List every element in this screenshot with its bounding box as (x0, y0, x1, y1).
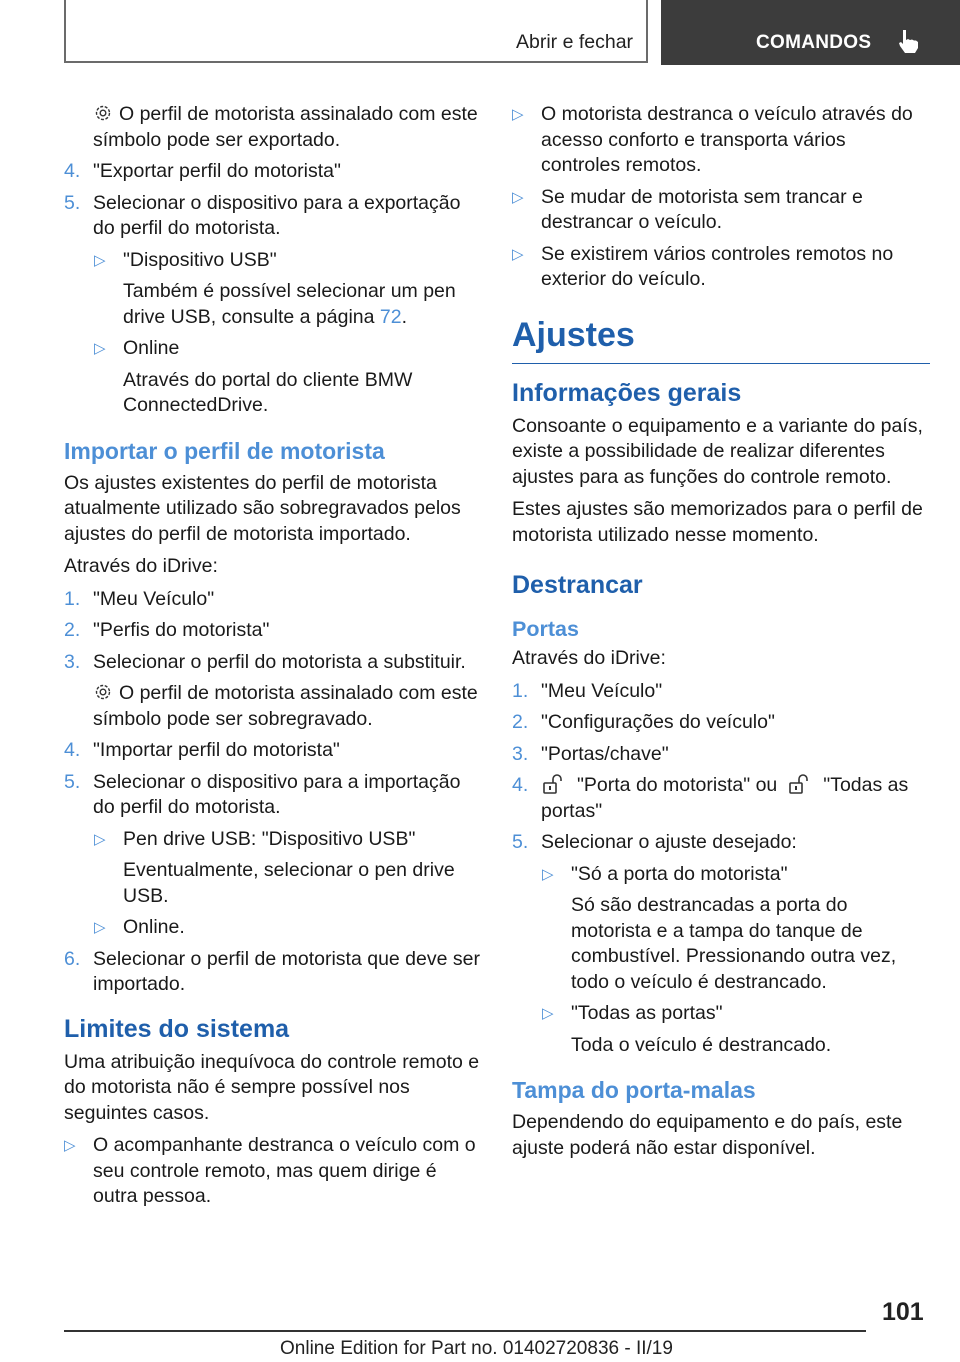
list-item (512, 679, 930, 705)
triangle-bullet-icon: ▷ (512, 188, 524, 206)
driver-door-unlock-icon (541, 773, 563, 795)
step-text: Selecionar o perfil de motorista que deve ser importado. (93, 947, 480, 995)
step-text: "Porta do motorista" ou (577, 774, 778, 796)
gear-icon (93, 103, 113, 123)
bullet-item: ▷ Se existirem vários controles remotos no exterior do veículo. (512, 242, 894, 290)
step-text: Selecionar o dispositivo para a exportação do perfil do motorista. (93, 191, 461, 239)
paragraph: Os ajustes existentes do perfil de motorista atualmente utilizado são sobregravados pelos ajustes do perfil de motorista importado. (64, 471, 461, 545)
list-item (64, 191, 482, 242)
paragraph: Consoante o equipamento e a variante do país, existe a possibilidade de realizar diferentes ajustes para as funções do controle remoto. (512, 414, 923, 488)
step-text: "Portas/chave" (541, 742, 669, 765)
section-heading: Limites do sistema (64, 1014, 290, 1043)
bullet-item: ▷ O motorista destranca o veículo através do acesso conforto e transporta vários controles remotos. (512, 103, 913, 176)
list-item (512, 742, 930, 768)
sub-option (64, 336, 482, 362)
section-heading: Importar o perfil de motorista (64, 437, 385, 464)
export-note: O perfil de motorista assinalado com este símbolo pode ser exportado. (93, 103, 478, 151)
list-item (512, 830, 930, 856)
step-number: 2. (64, 619, 81, 641)
paragraph: Uma atribuição inequívoca do controle remoto e do motorista não é sempre possível nos seguintes casos. (64, 1050, 480, 1124)
chapter-title: COMANDOS (756, 32, 872, 53)
step-number: 3. (512, 742, 529, 765)
step-text: "Importar perfil do motorista" (93, 739, 340, 761)
list-item (64, 159, 482, 185)
right-column (512, 102, 930, 1168)
step-number: 5. (64, 191, 81, 214)
list-item (512, 773, 930, 824)
step-number: 4. (512, 774, 529, 796)
page-header (0, 0, 960, 66)
sub-option-title: "Todas as portas" (571, 1002, 723, 1024)
sub-option-title: Online (123, 337, 180, 359)
step-text: "Exportar perfil do motorista" (93, 160, 341, 182)
step-number: 4. (64, 160, 81, 182)
sub-option-title: Pen drive USB: "Dispositivo USB" (123, 827, 416, 850)
sub-option (64, 248, 482, 274)
list-item (64, 738, 482, 764)
footer-divider (64, 1330, 866, 1332)
list-item (64, 770, 482, 821)
step-text: "Meu Veículo" (541, 679, 663, 702)
step-number: 2. (512, 711, 529, 733)
sub-option (512, 862, 930, 888)
step-text: "Perfis do motorista" (93, 619, 270, 641)
step-text: Selecionar o perfil do motorista a substituir. (93, 650, 466, 673)
sub-option-note: Eventualmente, selecionar o pen drive USB. (123, 859, 455, 907)
triangle-bullet-icon: ▷ (542, 865, 554, 883)
triangle-bullet-icon: ▷ (512, 106, 524, 123)
list-item (64, 587, 482, 613)
section-heading: Informações gerais (512, 378, 742, 407)
import-note: O perfil de motorista assinalado com este símbolo pode ser sobregravado. (93, 682, 478, 730)
paragraph: Através do iDrive: (512, 647, 666, 669)
list-item (64, 947, 482, 998)
bullet-item: ▷ O acompanhante destranca o veículo com o seu controle remoto, mas quem dirige é outra pessoa. (64, 1134, 476, 1207)
sub-option-note: Através do portal do cliente BMW ConnectedDrive. (123, 368, 413, 416)
page-link[interactable]: 72 (379, 305, 402, 328)
section-title: Abrir e fechar (516, 31, 634, 53)
gear-icon (93, 682, 113, 702)
page-number: 101 (882, 1298, 924, 1326)
sub-option-note: Toda o veículo é destrancado. (571, 1033, 832, 1056)
triangle-bullet-icon: ▷ (542, 1005, 554, 1022)
step-number: 1. (64, 587, 81, 610)
list-item (64, 618, 482, 644)
list-item (64, 650, 482, 676)
paragraph: Estes ajustes são memorizados para o perfil de motorista utilizado nesse momento. (512, 498, 923, 546)
step-text: "Configurações do veículo" (541, 711, 775, 733)
section-heading: Tampa do porta-malas (512, 1077, 756, 1103)
triangle-bullet-icon: ▷ (512, 245, 524, 263)
edition-text: Online Edition for Part no. 01402720836 - II/19 (280, 1338, 673, 1359)
triangle-bullet-icon: ▷ (94, 251, 106, 269)
sub-option-note: Só são destrancadas a porta do motorista e a tampa do tanque de combustível. Pressionando outra vez, todo o veículo é destrancado. (571, 894, 897, 993)
paragraph: Através do iDrive: (64, 555, 218, 577)
step-number: 5. (512, 831, 529, 853)
step-number: 3. (64, 650, 81, 673)
step-text: "Meu Veículo" (93, 587, 215, 610)
bullet-item: ▷ Se mudar de motorista sem trancar e destrancar o veículo. (512, 185, 863, 233)
step-text: Selecionar o dispositivo para a importação do perfil do motorista. (93, 770, 461, 818)
step-number: 6. (64, 947, 81, 970)
pointing-hand-icon (896, 28, 922, 54)
step-number: 1. (512, 679, 529, 702)
all-doors-unlock-icon (787, 773, 809, 795)
chapter-heading: Ajustes (512, 315, 930, 364)
sub-option-title: "Só a porta do motorista" (571, 862, 788, 885)
step-text: Selecionar o ajuste desejado: (541, 831, 797, 853)
sub-option-title: "Dispositivo USB" (123, 248, 277, 271)
sub-option (64, 915, 482, 941)
section-heading: Destrancar (512, 571, 643, 599)
step-number: 4. (64, 739, 81, 761)
left-column (64, 102, 482, 1216)
triangle-bullet-icon: ▷ (64, 1137, 76, 1154)
sub-option-title: Online. (123, 916, 185, 938)
sub-option (64, 827, 482, 853)
sub-option-note: Também é possível selecionar um pen drive USB, consulte a página 72. (123, 280, 456, 328)
list-item (512, 710, 930, 736)
step-text: "Todas as portas" (541, 774, 909, 822)
subsection-heading: Portas (512, 617, 579, 641)
triangle-bullet-icon: ▷ (94, 919, 106, 936)
triangle-bullet-icon: ▷ (94, 340, 106, 357)
step-number: 5. (64, 770, 81, 793)
triangle-bullet-icon: ▷ (94, 830, 106, 848)
paragraph: Dependendo do equipamento e do país, este ajuste poderá não estar disponível. (512, 1111, 903, 1159)
sub-option (512, 1001, 930, 1027)
